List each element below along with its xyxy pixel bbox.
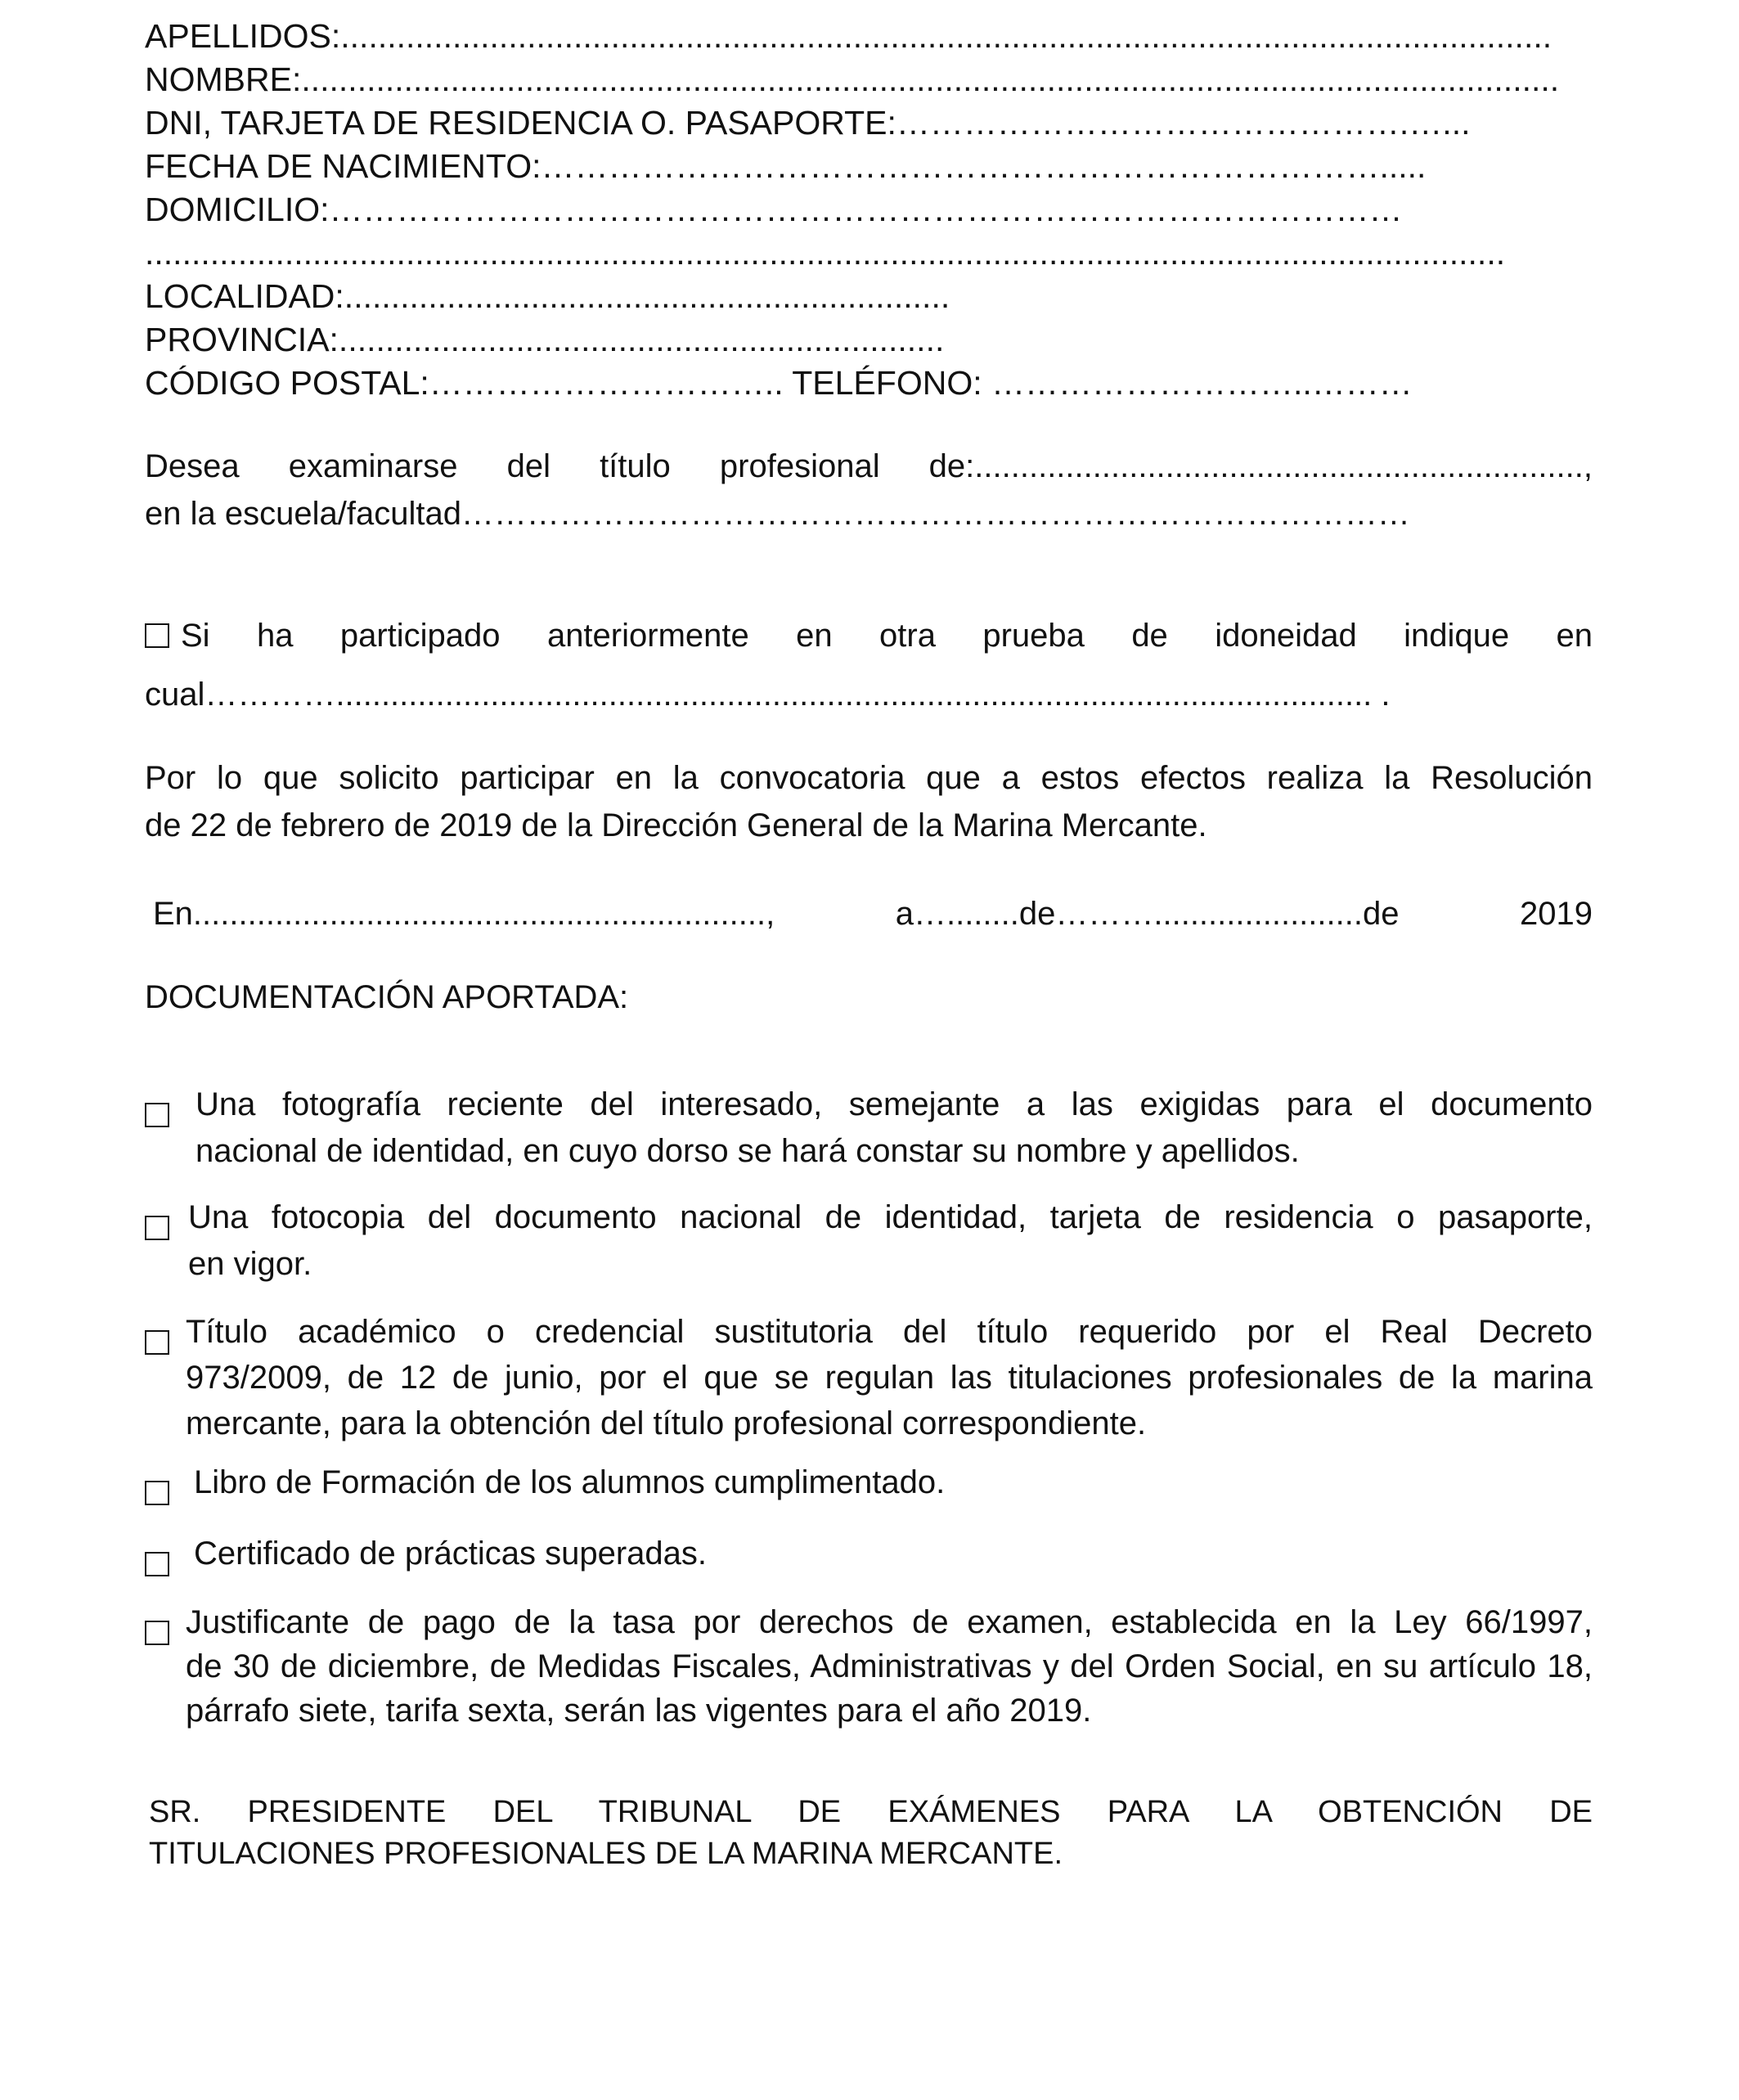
field-domicilio[interactable]: DOMICILIO:…………………………………………………………………………………… <box>145 191 1403 228</box>
request-section <box>145 754 1593 849</box>
document-checkbox-fee-receipt[interactable] <box>145 1621 169 1645</box>
document-text-continued: 973/2009, de 12 de junio, por el que se regulan las titulaciones profesionales de la marina mercante, para la obtención del título profesional correspondiente. <box>186 1360 1593 1441</box>
document-text: Una fotocopia del documento nacional de identidad, tarjeta de residencia o pasaporte, <box>188 1199 1593 1235</box>
field-apellidos[interactable]: APELLIDOS:.................................................................................................................................. <box>145 17 1553 55</box>
document-item <box>145 1309 1593 1446</box>
document-text: Certificado de prácticas superadas. <box>194 1536 707 1572</box>
document-text: Libro de Formación de los alumnos cumplimentado. <box>194 1464 946 1500</box>
document-text-continued: de 30 de diciembre, de Medidas Fiscales, Administrativas y del Orden Social, en su artículo 18, párrafo siete, tarifa sexta, serán las vigentes para el año 2019. <box>186 1648 1593 1729</box>
previous-test-checkbox[interactable] <box>145 623 169 648</box>
field-fecha-nacimiento[interactable]: FECHA DE NACIMIENTO:…………………………………………………………………..... <box>145 147 1427 185</box>
document-text: Justificante de pago de la tasa por derechos de examen, establecida en la Ley 66/1997, <box>186 1604 1593 1640</box>
request-line-2: de 22 de febrero de 2019 de la Dirección General de la Marina Mercante. <box>145 807 1207 843</box>
date-place-field[interactable] <box>153 890 1593 938</box>
documentation-heading: DOCUMENTACIÓN APORTADA: <box>145 979 629 1015</box>
document-text-continued: nacional de identidad, en cuyo dorso se hará constar su nombre y apellidos. <box>195 1133 1300 1169</box>
personal-data-section <box>145 15 1593 405</box>
previous-test-section <box>145 606 1593 724</box>
document-text: Una fotografía reciente del interesado, semejante a las exigidas para el documento <box>195 1086 1593 1122</box>
document-text: Título académico o credencial sustitutoria del título requerido por el Real Decreto <box>186 1314 1593 1350</box>
previous-test-field[interactable]: cual………….................................................................................................................. . <box>145 677 1391 713</box>
field-domicilio-continuation[interactable]: .................................................................................................................................................. <box>145 234 1506 272</box>
field-localidad[interactable]: LOCALIDAD:................................................................. <box>145 277 950 315</box>
document-item <box>145 1081 1593 1175</box>
exam-section <box>145 443 1593 537</box>
document-item <box>145 1600 1593 1733</box>
document-checkbox-training-book[interactable] <box>145 1481 169 1505</box>
document-item <box>145 1459 1593 1506</box>
document-checkbox-photo[interactable] <box>145 1103 169 1127</box>
document-checkbox-id-copy[interactable] <box>145 1216 169 1240</box>
addressee-block <box>149 1792 1593 1875</box>
field-dni[interactable]: DNI, TARJETA DE RESIDENCIA O. PASAPORTE:……………………………………….…... <box>145 104 1471 142</box>
previous-test-question: Si ha participado anteriormente en otra prueba de idoneidad indique en <box>181 618 1593 654</box>
previous-test-line <box>145 606 1593 665</box>
addressee-line-1: SR. PRESIDENTE DEL TRIBUNAL DE EXÁMENES PARA LA OBTENCIÓN DE <box>149 1795 1593 1829</box>
document-text-continued: en vigor. <box>188 1246 312 1282</box>
document-item <box>145 1194 1593 1288</box>
document-checkbox-academic-title[interactable] <box>145 1330 169 1355</box>
field-provincia[interactable]: PROVINCIA:................................................................. <box>145 321 945 358</box>
document-item <box>145 1531 1593 1577</box>
exam-title-field[interactable]: Desea examinarse del título profesional de:..................................................................., <box>145 448 1593 484</box>
exam-school-field[interactable]: en la escuela/facultad…………………………………………………………………………… <box>145 496 1410 532</box>
addressee-line-2: TITULACIONES PROFESIONALES DE LA MARINA MERCANTE. <box>149 1837 1063 1871</box>
field-nombre[interactable]: NOMBRE:....................................................................................................................................... <box>145 61 1560 98</box>
document-checkbox-internship-certificate[interactable] <box>145 1552 169 1576</box>
request-line-1: Por lo que solicito participar en la convocatoria que a estos efectos realiza la Resolución <box>145 760 1593 796</box>
date-place-text[interactable]: En..............................................................., a…........de……….......................de 2019 <box>153 896 1593 932</box>
field-codigo-postal-telefono[interactable]: CÓDIGO POSTAL:………………………….. TELÉFONO: ………………………..……… <box>145 364 1413 402</box>
